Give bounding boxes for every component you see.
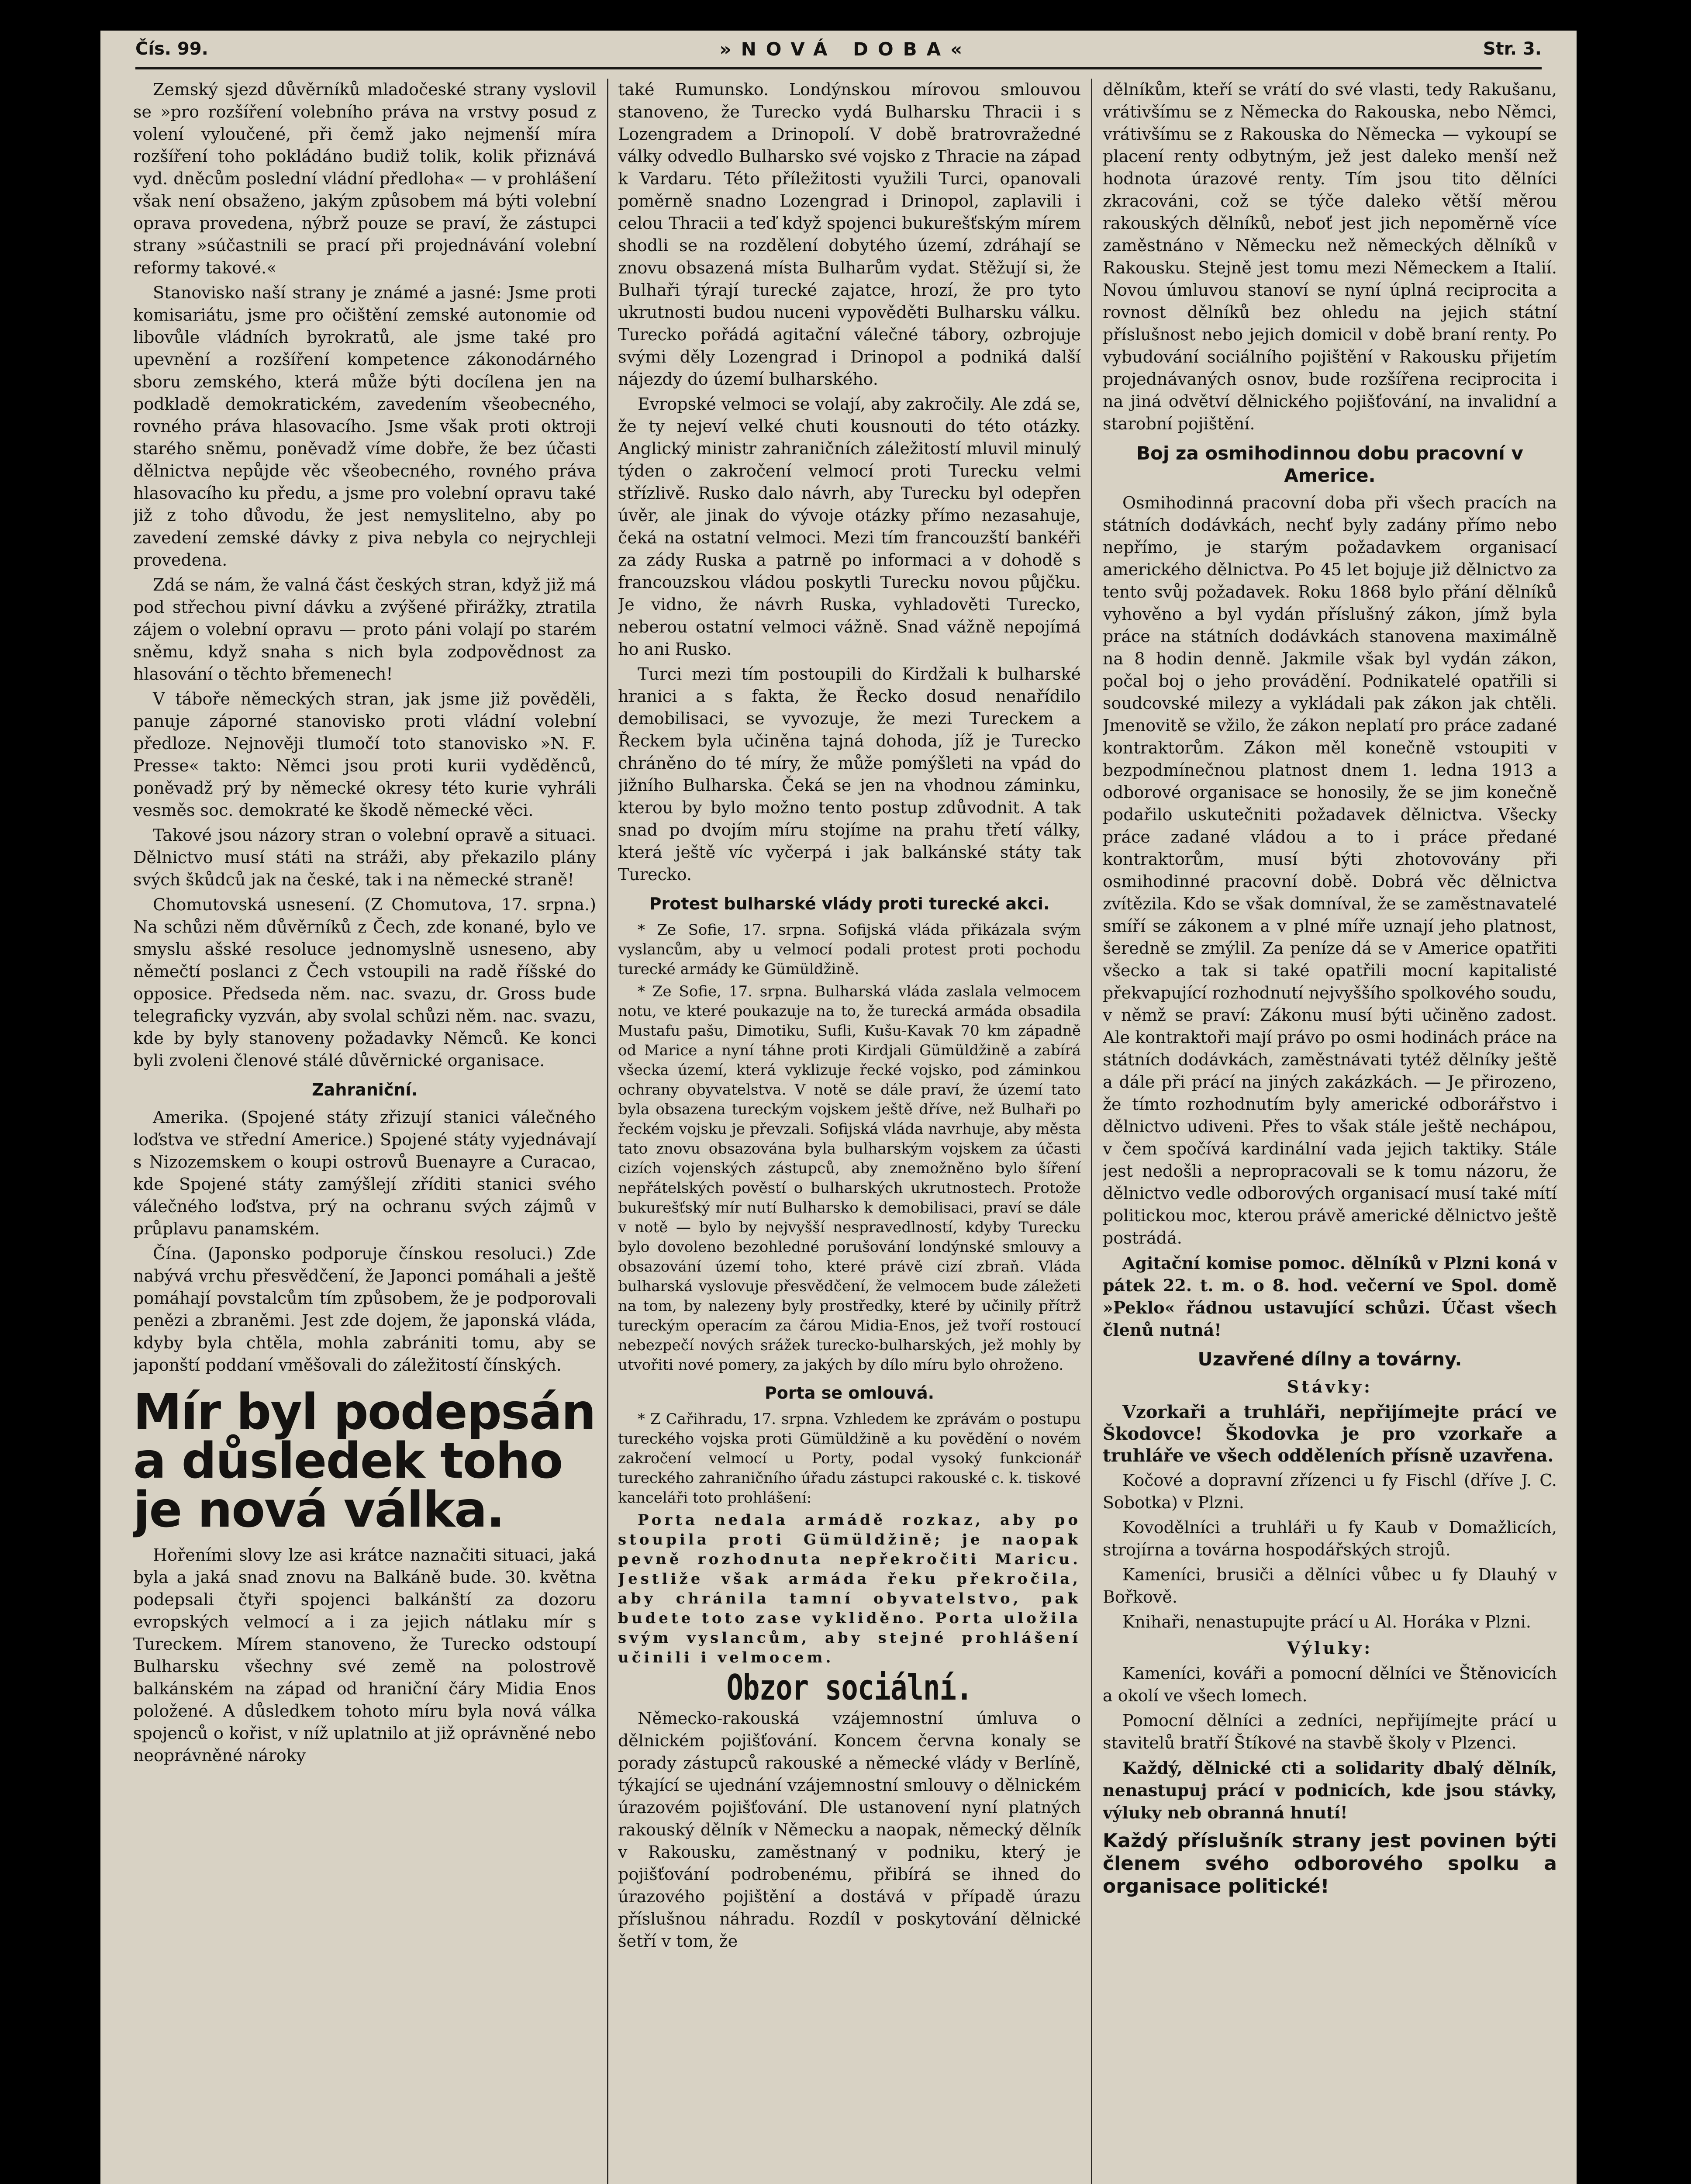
membership-callout: Každý příslušník strany jest povinen býti členem svého odborového spolku a organisace politické!	[1103, 1830, 1557, 1897]
article-paragraph: Německo-rakouská vzájemnostní úmluva o dělnickém pojišťování. Koncem června konaly se porady zástupců rakouské a německé vlády v Berlíně, týkající se ujednání vzájemnostní smlouvy o dělnickém úrazovém pojišťování. Dle ustanovení nyní platných rakouský dělník v Německu a naopak, německý dělník v Rakousku, zaměstnaný v podniku, který je pojišťování podrobenému, přibírá se ihned do úrazového pojištění a dostává v případě úrazu příslušnou náhradu. Rozdíl v poskytování dělnické šetří v tom, že	[618, 1709, 1081, 1951]
page-header	[135, 31, 1542, 69]
article-paragraph: Stanovisko naší strany je známé a jasné: Jsme proti komisariátu, jsme pro očištění zemské autonomie od libovůle vládních byrokratů, ale jsme také pro upevnění a rozšíření kompetence zákonodárného sboru zemského, která může býti docílena jen na podkladě demokratickém, zavedením všeobecného, rovného práva hlasovacího. Jsme však proti oktroji starého sněmu, poněvadž víme dobře, že bez účasti dělnictva nepůjde věc všeobecného, rovného práva hlasovacího ku předu, a jsme pro volební opravu také již z toho důvodu, že jest nemyslitelno, aby po zavedení zemské dávky z piva nebyla co nejrychleji provedena.	[133, 283, 596, 570]
section-heading-social: Obzor sociální.	[726, 1668, 973, 1709]
article-paragraph: Hořeními slovy lze asi krátce naznačiti situaci, jaká byla a jaká snad znovu na Balkáně bude. 30. května podepsali čtyři spojenci balkánští za dozoru evropských velmocí a i za jejich nátlaku mír s Tureckem. Mírem stanoveno, že Turecko odstoupí Bulharsku všechny své země na polostrově balkánském na západ od hraniční čáry Midia Enos položené. A důsledkem tohoto míru byla nová válka spojenců o kořist, v níž uplatnilo at již oprávněné nebo neoprávněné nároky	[133, 1545, 596, 1765]
publication-title: »NOVÁ DOBA«	[719, 38, 972, 60]
list-item: Kameníci, kováři a pomocní dělníci ve Štěnovicích a okolí ve všech lomech.	[1103, 1664, 1557, 1705]
section-heading-porta: Porta se omlouvá.	[764, 1383, 935, 1403]
column-divider	[607, 79, 608, 2184]
list-item: Kovodělníci a truhláři u fy Kaub v Domažlicích, strojírna a továrna hospodářských strojů.	[1103, 1518, 1557, 1559]
news-item: * Z Cařihradu, 17. srpna. Vzhledem ke zprávám o postupu tureckého vojska proti Gümüldžině a ku povědění o novém zakročení velmocí u Porty, podal vysoký funkcionář tureckého zahraničního úřadu zástupci rakouské c. k. tiskové kanceláři toto prohlášení:	[618, 1410, 1081, 1507]
article-paragraph: Takové jsou názory stran o volební opravě a situaci. Dělnictvo musí státi na stráži, aby překazilo plány svých škůdců jak na české, tak i na německé straně!	[133, 826, 596, 889]
news-item: Amerika. (Spojené státy zřizují stanici válečného loďstva ve střední Americe.) Spojené státy vyjednávají s Nizozemskem o koupi ostrovů Buenayre a Curacao, kde Spojené státy zamýšlejí zříditi stanici svého válečného loďstva, prý na ochranu svých zájmů v průplavu panamském.	[133, 1108, 596, 1238]
list-item: Kameníci, brusiči a dělníci vůbec u fy Dlauhý v Bořkově.	[1103, 1565, 1557, 1607]
strikes-label: Stávky:	[1287, 1377, 1373, 1396]
list-item: Knihaři, nenastupujte prácí u Al. Horáka v Plzni.	[1122, 1612, 1531, 1631]
article-paragraph: Osmihodinná pracovní doba při všech pracích na státních dodávkách, nechť byly zadány přímo nebo nepřímo, je starým požadavkem organisací amerického dělnictva. Po 45 let bojuje již dělnictvo za tento svůj požadavek. Roku 1868 bylo přání dělníků vyhověno a byl vydán příslušný zákon, jímž byla práce na státních dodávkách stanovena maximálně na 8 hodin denně. Jakmile však byl vydán zákon, počal boj o jeho provádění. Podnikatelé opatřili si soudcovské milezy a vykládali pak zákon jak chtěli. Jmenovitě se vžilo, že zákon neplatí pro práce zadané kontraktorům. Zákon měl konečně vstoupiti v bezpodmínečnou platnost dnem 1. ledna 1913 a odborové organisace se honosily, že se jim konečně podařilo uskutečniti požadavek dělnictva. Všecky práce zadané vládou a to i práce předané kontraktorům, musí býti zhotovovány při osmihodinné pracovní době. Dobrá věc dělnictva zvítězila. Kdo se však domníval, že se zaměstnavatelé smíří se zákonem a v plné míře uznají jeho platnost, šeredně se zmýlil. Za peníze dá se v Americe opatřiti všecko a tak si také opatřili mocní kapitalisté překvapující rozhodnutí nejvyššího spolkového soudu, v němž se praví: Zákonu musí býti učiněno zadost. Ale kontraktoři mají právo po osmi hodinách práce na státních dodávkách, zaměstnávati tytéž dělníky ještě a dále při prácí na jiných zakázkách. — Je přirozeno, že tímto rozhodnutím byly americké odborářstvo i dělnictvo udiveni. Přes to však stále ještě nechápou, v čem spočívá kardinální vada jejich taktiky. Stále jest nedošli a nepropracovali se k tomu názoru, že dělnictvo vedle odborových organisací musí také mítí politickou moc, kterou právě americké dělnictvo ještě postrádá.	[1103, 493, 1557, 1248]
column-2	[618, 79, 1081, 2184]
article-paragraph: také Rumunsko. Londýnskou mírovou smlouvou stanoveno, že Turecko vydá Bulharsku Thracii i s Lozengradem a Drinopolí. V době bratrovražedné války odvedlo Bulharsko své vojsko z Thracie na západ k Vardaru. Této příležitosti využili Turci, opanovali poměrně snadno Lozengrad i Drinopol, zaplavili i celou Thracii a teď když spojenci bukurešťským mírem shodli se na rozdělení dobytého území, zdráhají se znovu obsazená místa Bulharům vydat. Stěžují si, že Bulhaři týrají turecké zajatce, hrozí, že pro tyto ukrutnosti budou nuceni vypověděti Bulharsku válku. Turecko pořádá agitační válečné tábory, ozbrojuje svými děly Lozengrad i Drinopol a podniká další nájezdy do území bulharského.	[618, 80, 1081, 389]
lockouts-label: Výluky:	[1287, 1638, 1373, 1658]
article-paragraph: V táboře německých stran, jak jsme již pověděli, panuje záporné stanovisko proti vládní volební předloze. Nejnověji tlumočí toto stanovisko »N. F. Presse« takto: Němci jsou proti kurii vyděděnců, poněvadž prý by německé okresy této kurie vyhráli vesměs soc. demokraté ke škodě německé věci.	[133, 689, 596, 820]
article-paragraph: Zemský sjezd důvěrníků mladočeské strany vyslovil se »pro rozšíření volebního práva na vrstvy posud z volení vyloučené, při čemž jako nejmenší míra rozšíření toho pokládáno budiž tolik, kolik přiznává vyd. dněcům poslední vládní předloha« — v prohlášení však není obsaženo, jakým způsobem má býti volební oprava provedena, nýbrž pouze se praví, že zástupci strany »súčastnili se prací při projednávání volební reformy takové.«	[133, 80, 596, 277]
newspaper-page	[100, 31, 1577, 2184]
list-item: Kočové a dopravní zřízenci u fy Fischl (dříve J. C. Sobotka) v Plzni.	[1103, 1471, 1557, 1512]
appeal: Každý, dělnické cti a solidarity dbalý dělník, nenastupuj prácí v podnicích, kde jsou stávky, výluky neb obranná hnutí!	[1103, 1758, 1557, 1822]
section-heading-protest: Protest bulharské vlády proti turecké akci.	[649, 894, 1050, 913]
notice: Agitační komise pomoc. dělníků v Plzni koná v pátek 22. t. m. o 8. hod. večerní ve Spol. domě »Peklo« řádnou ustavující schůzi. Účast všech členů nutná!	[1103, 1253, 1557, 1340]
issue-number: Čís. 99.	[135, 39, 208, 59]
column-divider	[1091, 79, 1092, 2184]
news-item: Čína. (Japonsko podporuje čínskou resoluci.) Zde nabývá vrchu přesvědčení, že Japonci pomáhali a ještě pomáhají povstalcům tím způsobem, že je podporovali penězi a zbraněmi. Jest zde dojem, že japonská vláda, kdyby byla chtěla, mohla zabrániti tomu, aby se japonští poddaní vměšovali do záležitostí čínských.	[133, 1244, 596, 1375]
news-item: Porta nedala armádě rozkaz, aby po stoupila proti Gümüldžině; je naopak pevně rozhodnuta nepřekročiti Maricu. Jestliže však armáda řeku překročila, aby chránila tamní obyvatelstvo, pak budete toto zase vykliděno. Porta uložila svým vyslancům, aby stejné prohlášení učinili i velmocem.	[618, 1511, 1081, 1666]
news-item: * Ze Sofie, 17. srpna. Bulharská vláda zaslala velmocem notu, ve které poukazuje na to, že turecká armáda obsadila Mustafu pašu, Dimotiku, Sufli, Kušu-Kavak 70 km západně od Marice a nyní táhne proti Kirdjali Gümüldžině a zabírá všecka území, která vyklizuje řecké vojsko, pod záminkou ochrany obyvatelstva. V notě se dále praví, že území tato byla obsazena tureckým vojskem ještě dříve, než Bulhaři po řeckém vojsku je převzali. Sofijská vláda navrhuje, aby města tato znovu obsazována byla bulharským vojskem za účasti cizích vojenských zástupců, aby znemožněno bylo šíření nepřátelských pověstí o bulharských ukrutnostech. Protože bukurešťský mír nutí Bulharsko k demobilisaci, praví se dále v notě — bylo by nejvyšší nespravedlností, kdyby Turecku bylo dovoleno bezohledné porušování londýnské smlouvy a obsazování území toho, které právě cizí zbraň. Vláda bulharská vyslovuje přesvědčení, že velmocem bude záležeti na tom, by nalezeny byly prostředky, které by učinily přítrž tureckým operacím za čárou Midia-Enos, jež tvoří rostoucí nebezpečí nových srážek turecko-bulharských, jež mohly by utvořiti nové pomery, za jakých by dílo míru bylo ohroženo.	[618, 983, 1081, 1374]
article-paragraph: Turci mezi tím postoupili do Kirdžali k bulharské hranici a s fakta, že Řecko dosud nenařídilo demobilisaci, se vyvozuje, že mezi Tureckem a Řeckem byla učiněna tajná dohoda, jíž je Turecko chráněno do té míry, že může pomýšleti na vpád do jižního Bulharska. Čeká se jen na vhodnou záminku, kterou by bylo možno tento postup zdůvodnit. A tak snad po dvojím míru stojíme na prahu třetí války, která ještě víc vyčerpá i jak balkánské státy tak Turecko.	[618, 664, 1081, 884]
article-paragraph: Zdá se nám, že valná část českých stran, když již má pod střechou pivní dávku a zvýšené přirážky, ztratila zájem o volební opravu — proto páni volají po starém sněmu, když snaha s nich byla zodpovědnost za hlasování o těchto břemenech!	[133, 575, 596, 684]
list-item: Pomocní dělníci a zedníci, nepřijímejte prácí u stavitelů bratří Štíkové na stavbě školy v Plzenci.	[1103, 1711, 1557, 1752]
warning-notice: Vzorkaři a truhláři, nepřijímejte prácí ve Škodovce! Škodovka je pro vzorkaře a truhláře ve všech odděleních přísně uzavřena.	[1103, 1402, 1557, 1466]
column-1	[133, 79, 596, 2184]
section-heading-closed-shops: Uzavřené dílny a továrny.	[1198, 1348, 1462, 1370]
news-item: Chomutovská usnesení. (Z Chomutova, 17. srpna.) Na schůzi něm důvěrníků z Čech, zde konané, bylo ve smyslu ašské resoluce jednomyslně usneseno, aby němečtí poslanci z Čech vstoupili na radě říšské do opposice. Předseda něm. nac. svazu, dr. Gross bude telegraficky vyzván, aby svolal schůzi něm. nac. svazu, kde by byly stanoveny požadavky Němců. Ke konci byli zvoleni členové stálé důvěrnické organisace.	[133, 895, 596, 1070]
article-paragraph: dělníkům, kteří se vrátí do své vlasti, tedy Rakušanu, vrátivšímu se z Německa do Rakouska, nebo Němci, vrátivšímu se z Rakouska do Německa — vykoupí se placení renty odbytným, jež jest daleko menší než hodnota úrazové renty. Tím jsou tito dělníci zkracováni, což se týče daleko větší měrou rakouských dělníků, neboť jest jich nepoměrně více zaměstnáno v Německu než německých dělníků v Rakousku. Stejně jest tomu mezi Německem a Italií. Novou úmluvou stanoví se nyní úplná reciprocita a rovnost dělníků bez ohledu na jejich státní příslušnost nebo jejich domicil v době braní renty. Po vybudování sociálního pojištění v Rakousku přijetím projednávaných osnov, bude rozšířena reciprocita i na jiná odvětví dělnického pojišťování, na invalidní a starobní pojištění.	[1103, 80, 1557, 433]
section-heading-america: Boj za osmihodinnou dobu pracovní v Americe.	[1136, 442, 1523, 486]
page-number: Str. 3.	[1483, 39, 1542, 59]
news-item: * Ze Sofie, 17. srpna. Sofijská vláda přikázala svým vyslancům, aby u velmocí podali protest proti pochodu turecké armády ke Gümüldžině.	[618, 921, 1081, 978]
main-headline: Mír byl podepsán a důsledek toho je nová válka.	[133, 1384, 596, 1538]
column-3	[1103, 79, 1557, 2184]
article-paragraph: Evropské velmoci se volají, aby zakročily. Ale zdá se, že ty nejeví velké chuti kousnouti do této otázky. Anglický ministr zahraničních záležitostí mluvil minulý týden o zakročení velmocí proti Turecku velmi střízlivě. Rusko dalo návrh, aby Turecku byl odepřen úvěr, ale jinak do vývoje otázky přímo nezasahuje, čeká na ostatní velmoci. Mezi tím francouzští bankéři za zády Ruska a patrně po informaci a v dohodě s francouzskou vládou poskytli Turecku novou půjčku. Je vidno, že návrh Ruska, vyhladověti Turecko, neberou ostatní velmoci vážně. Snad vážně nepojímá ho ani Rusko.	[618, 394, 1081, 659]
section-heading-foreign: Zahraniční.	[312, 1080, 418, 1099]
